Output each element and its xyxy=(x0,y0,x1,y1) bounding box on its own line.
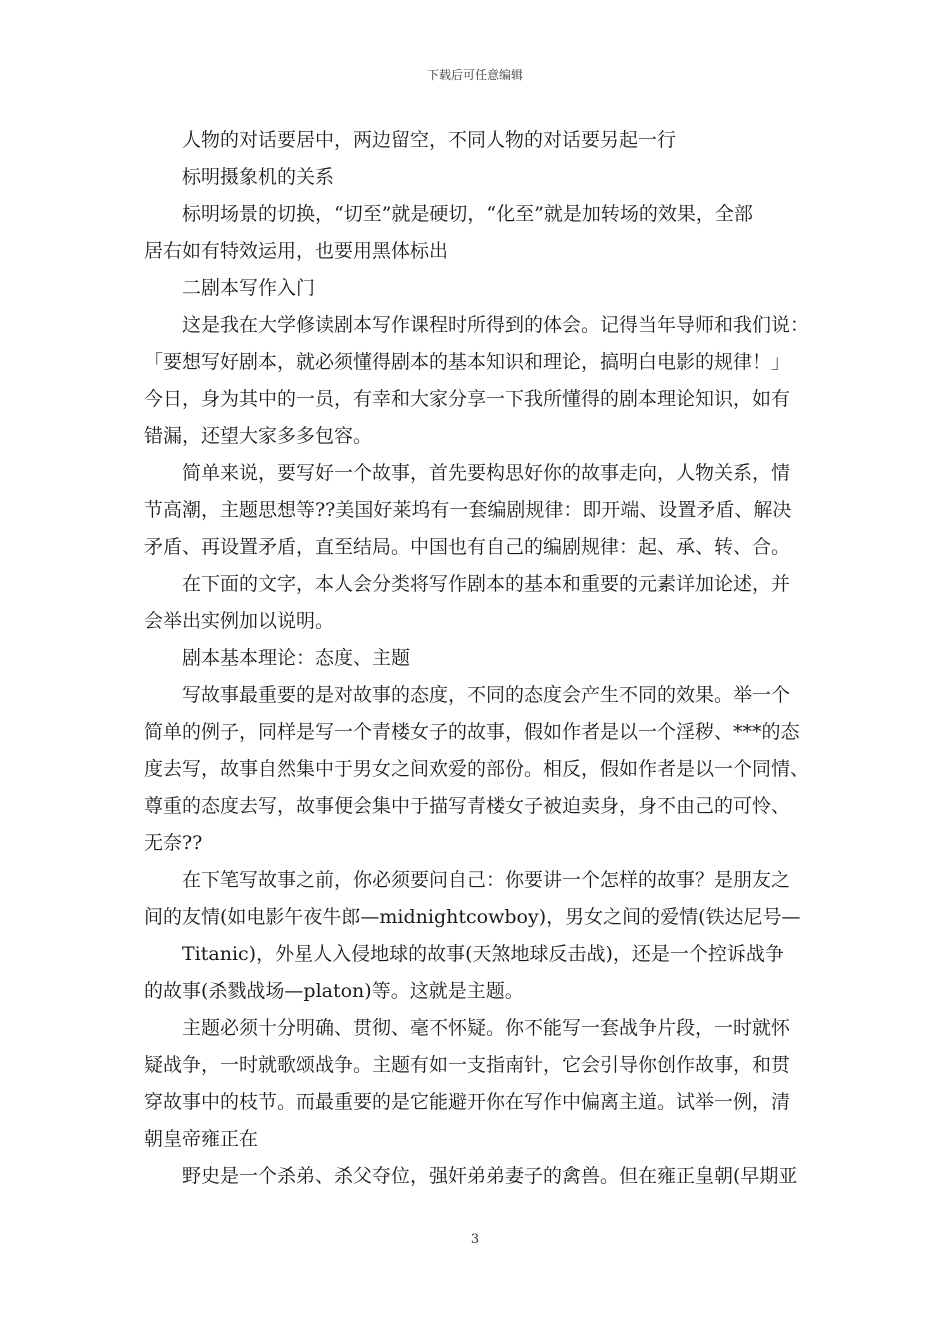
text-line: 朝皇帝雍正在 xyxy=(144,1128,259,1150)
text-line: 在下笔写故事之前，你必须要问自己：你要讲一个怎样的故事？是朋友之 xyxy=(182,869,791,891)
text-line: 这是我在大学修读剧本写作课程时所得到的体会。记得当年导师和我们说： xyxy=(182,314,810,336)
text-line: 简单的例子，同样是写一个青楼女子的故事，假如作者是以一个淫秽、***的态 xyxy=(144,721,800,743)
text-line: 标明场景的切换，“切至”就是硬切，“化至”就是加转场的效果，全部 xyxy=(182,203,753,225)
text-line: Titanic)，外星人入侵地球的故事(天煞地球反击战)，还是一个控诉战争 xyxy=(182,943,784,965)
text-line: 「要想写好剧本，就必须懂得剧本的基本知识和理论，搞明白电影的规律！」 xyxy=(144,351,791,373)
text-line: 今日，身为其中的一员，有幸和大家分享一下我所懂得的剧本理论知识，如有 xyxy=(144,388,791,410)
text-line: 人物的对话要居中，两边留空，不同人物的对话要另起一行 xyxy=(182,129,677,151)
page-header: 下载后可任意编辑 xyxy=(426,68,523,82)
page-number: 3 xyxy=(470,1232,480,1247)
body-text xyxy=(144,122,808,1195)
text-line: 写故事最重要的是对故事的态度，不同的态度会产生不同的效果。举一个 xyxy=(182,684,791,706)
text-line: 尊重的态度去写，故事便会集中于描写青楼女子被迫卖身，身不由己的可怜、 xyxy=(144,795,791,817)
text-line: 标明摄象机的关系 xyxy=(182,166,335,188)
text-line: 矛盾、再设置矛盾，直至结局。中国也有自己的编剧规律：起、承、转、合。 xyxy=(144,536,791,558)
text-line: 剧本基本理论：态度、主题 xyxy=(182,647,411,669)
text-line: 主题必须十分明确、贯彻、毫不怀疑。你不能写一套战争片段，一时就怀 xyxy=(182,1017,791,1039)
text-line: 错漏，还望大家多多包容。 xyxy=(144,425,373,447)
text-line: 简单来说，要写好一个故事，首先要构思好你的故事走向，人物关系，情 xyxy=(182,462,791,484)
text-line: 间的友情(如电影午夜牛郎—midnightcowboy)，男女之间的爱情(铁达尼号— xyxy=(144,906,801,928)
text-line: 疑战争，一时就歌颂战争。主题有如一支指南针，它会引导你创作故事，和贯 xyxy=(144,1054,791,1076)
text-line: 的故事(杀戮战场—platon)等。这就是主题。 xyxy=(144,980,524,1002)
text-line: 野史是一个杀弟、杀父夺位，强奸弟弟妻子的禽兽。但在雍正皇朝(早期亚 xyxy=(182,1165,798,1187)
text-line: 节高潮，主题思想等??美国好莱坞有一套编剧规律：即开端、设置矛盾、解决 xyxy=(144,499,792,521)
text-line: 在下面的文字，本人会分类将写作剧本的基本和重要的元素详加论述，并 xyxy=(182,573,791,595)
text-line: 居右如有特效运用，也要用黑体标出 xyxy=(144,240,449,262)
text-line: 无奈?? xyxy=(144,832,203,854)
text-line: 会举出实例加以说明。 xyxy=(144,610,335,632)
text-line: 二剧本写作入门 xyxy=(182,277,316,299)
text-line: 度去写，故事自然集中于男女之间欢爱的部份。相反，假如作者是以一个同情、 xyxy=(144,758,810,780)
text-line: 穿故事中的枝节。而最重要的是它能避开你在写作中偏离主道。试举一例，清 xyxy=(144,1091,791,1113)
